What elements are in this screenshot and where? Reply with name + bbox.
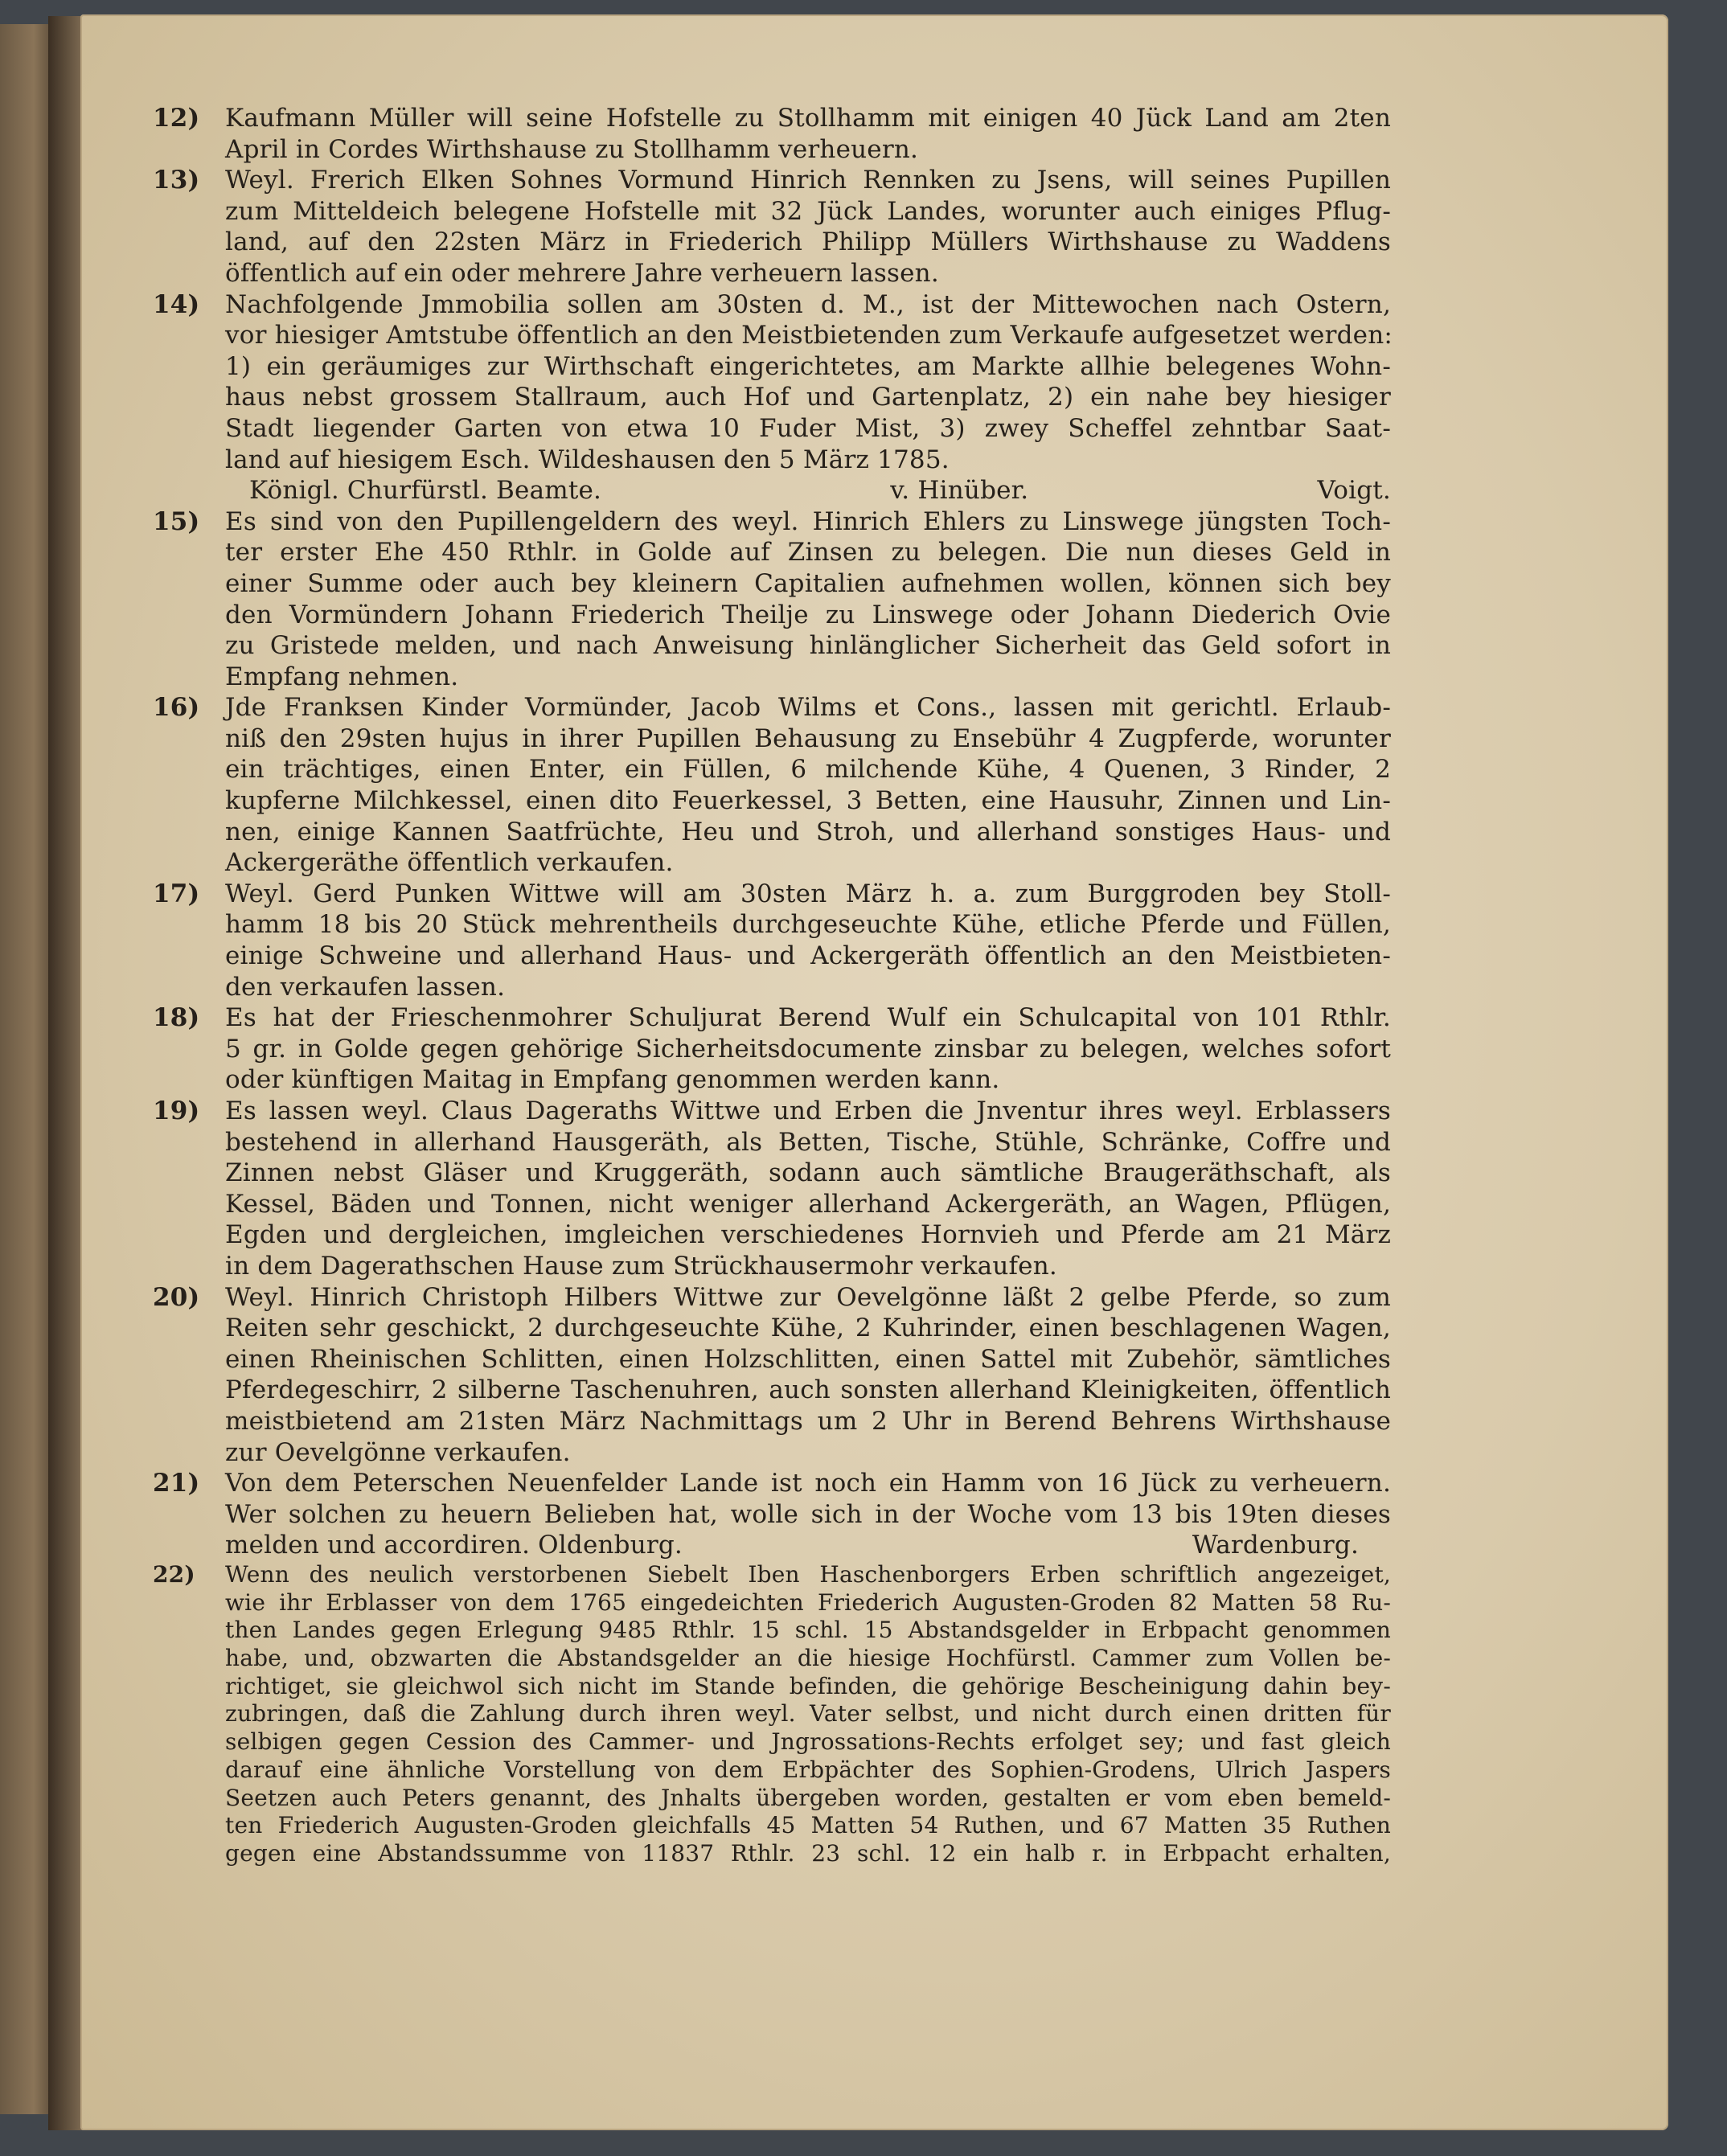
- notice-number: 16): [153, 693, 200, 723]
- text-line: Stadt liegender Garten von etwa 10 Fuder Mist, 3) zwey Scheffel zehntbar Saat-: [225, 413, 1391, 443]
- text-line: zubringen, daß die Zahlung durch ihren weyl. Vater selbst, und nicht durch einen dritten für: [225, 1700, 1391, 1728]
- text-line: öffentlich auf ein oder mehrere Jahre verheuern lassen.: [225, 258, 939, 288]
- text-line: ter erster Ehe 450 Rthlr. in Golde auf Zinsen zu belegen. Die nun dieses Geld in: [225, 538, 1391, 568]
- text-line: Weyl. Hinrich Christoph Hilbers Wittwe zur Oevelgönne läßt 2 gelbe Pferde, so zum: [225, 1282, 1391, 1312]
- notice-number: 22): [153, 1560, 195, 1588]
- notice-14: [153, 289, 1391, 506]
- notice-22: [153, 1561, 1391, 1868]
- signature-place: melden und accordiren. Oldenburg.: [225, 1531, 683, 1560]
- notice-19: [153, 1096, 1391, 1282]
- notice-15: [153, 506, 1391, 693]
- notice-20: [153, 1282, 1391, 1469]
- text-line: oder künftigen Maitag in Empfang genommen werden kann.: [225, 1065, 1000, 1095]
- text-line: niß den 29sten hujus in ihrer Pupillen Behausung zu Ensebühr 4 Zugpferde, worunter: [225, 723, 1391, 753]
- text-line: Wer solchen zu heuern Belieben hat, wolle sich in der Woche vom 13 bis 19ten dieses: [225, 1499, 1391, 1529]
- text-line: Egden und dergleichen, imgleichen verschiedenes Hornvieh und Pferde am 21 März: [225, 1220, 1391, 1250]
- text-line: zur Oevelgönne verkaufen.: [225, 1437, 571, 1467]
- text-line: nen, einige Kannen Saatfrüchte, Heu und Stroh, und allerhand sonstiges Haus- und: [225, 817, 1391, 846]
- text-line: bestehend in allerhand Hausgeräth, als Betten, Tische, Stühle, Schränke, Coffre und: [225, 1127, 1391, 1157]
- signature-line: [225, 1530, 1391, 1561]
- text-line: Pferdegeschirr, 2 silberne Taschenuhren, auch sonsten allerhand Kleinigkeiten, öffentlich: [225, 1375, 1391, 1405]
- text-line: meistbietend am 21sten März Nachmittags um 2 Uhr in Berend Behrens Wirthshause: [225, 1406, 1391, 1436]
- text-line: hamm 18 bis 20 Stück mehrentheils durchgeseuchte Kühe, etliche Pferde und Füllen,: [225, 910, 1391, 940]
- notice-number: 19): [153, 1096, 200, 1125]
- text-line: einer Summe oder auch bey kleinern Capitalien aufnehmen wollen, können sich bey: [225, 568, 1391, 598]
- notice-21: [153, 1468, 1391, 1561]
- text-line: wie ihr Erblasser von dem 1765 eingedeichten Friederich Augusten-Groden 82 Matten 58 Ru-: [225, 1588, 1391, 1616]
- notice-17: [153, 879, 1391, 1002]
- text-line: Weyl. Gerd Punken Wittwe will am 30sten März h. a. zum Burggroden bey Stoll-: [225, 879, 1391, 908]
- notice-number: 20): [153, 1282, 200, 1312]
- text-line: Wenn des neulich verstorbenen Siebelt Iben Haschenborgers Erben schriftlich angezeiget,: [225, 1560, 1391, 1588]
- text-line: ein trächtiges, einen Enter, ein Füllen, 6 milchende Kühe, 4 Quenen, 3 Rinder, 2: [225, 755, 1391, 785]
- text-line: Empfang nehmen.: [225, 662, 459, 691]
- notice-13: [153, 165, 1391, 289]
- text-line: Weyl. Frerich Elken Sohnes Vormund Hinrich Rennken zu Jsens, will seines Pupillen: [225, 166, 1391, 195]
- text-line: Reiten sehr geschickt, 2 durchgeseuchte Kühe, 2 Kuhrinder, einen beschlagenen Wagen,: [225, 1314, 1391, 1343]
- notice-16: [153, 692, 1391, 879]
- text-line: ten Friederich Augusten-Groden gleichfalls 45 Matten 54 Ruthen, und 67 Matten 35 Ruthen: [225, 1812, 1391, 1839]
- text-line: habe, und, obzwarten die Abstandsgelder an die hiesige Hochfürstl. Cammer zum Vollen be-: [225, 1645, 1391, 1672]
- text-line: zum Mitteldeich belegene Hofstelle mit 32 Jück Landes, worunter auch einiges Pflug-: [225, 196, 1391, 226]
- text-line: vor hiesiger Amtstube öffentlich an den Meistbietenden zum Verkaufe aufgesetzet werden:: [225, 321, 1393, 350]
- notice-number: 17): [153, 879, 200, 908]
- text-line: einige Schweine und allerhand Haus- und Ackergeräth öffentlich an den Meistbieten-: [225, 941, 1391, 971]
- notice-number: 14): [153, 289, 200, 319]
- text-line: den Vormündern Johann Friederich Theilje zu Linswege oder Johann Diederich Ovie: [225, 600, 1391, 629]
- text-line: richtiget, sie gleichwol sich nicht im Stande befinden, die gehörige Bescheinigung dahin bey-: [225, 1672, 1391, 1699]
- text-line: 5 gr. in Golde gegen gehörige Sicherheitsdocumente zinsbar zu belegen, welches sofort: [225, 1034, 1391, 1064]
- text-line: Kessel, Bäden und Tonnen, nicht weniger allerhand Ackergeräth, an Wagen, Pflügen,: [225, 1189, 1391, 1219]
- signature-line: [225, 475, 1391, 506]
- notice-number: 18): [153, 1003, 200, 1033]
- text-line: then Landes gegen Erlegung 9485 Rthlr. 15 schl. 15 Abstandsgelder in Erbpacht genommen: [225, 1617, 1391, 1644]
- page-text: [153, 103, 1391, 1868]
- text-line: Es sind von den Pupillengeldern des weyl. Hinrich Ehlers zu Linswege jüngsten Toch-: [225, 506, 1391, 536]
- text-line: Ackergeräthe öffentlich verkaufen.: [225, 848, 674, 878]
- text-line: zu Gristede melden, und nach Anweisung hinlänglicher Sicherheit das Geld sofort in: [225, 631, 1391, 661]
- signature-name-2: Voigt.: [1317, 476, 1391, 506]
- notice-number: 13): [153, 166, 200, 195]
- notice-number: 21): [153, 1469, 200, 1498]
- text-line: Kaufmann Müller will seine Hofstelle zu Stollhamm mit einigen 40 Jück Land am 2ten: [225, 104, 1391, 133]
- text-line: Von dem Peterschen Neuenfelder Lande ist noch ein Hamm von 16 Jück zu verheuern.: [225, 1469, 1391, 1498]
- notice-12: [153, 103, 1391, 165]
- text-line: selbigen gegen Cession des Cammer- und Jngrossations-Rechts erfolget sey; und fast gleich: [225, 1728, 1391, 1756]
- text-line: land auf hiesigem Esch. Wildeshausen den 5 März 1785.: [225, 445, 950, 474]
- text-line: in dem Dagerathschen Hause zum Strückhausermohr verkaufen.: [225, 1251, 1057, 1281]
- text-line: Zinnen nebst Gläser und Kruggeräth, sodann auch sämtliche Braugeräthschaft, als: [225, 1158, 1391, 1188]
- notice-18: [153, 1002, 1391, 1096]
- text-line: kupferne Milchkessel, einen dito Feuerkessel, 3 Betten, eine Hausuhr, Zinnen und Lin-: [225, 786, 1391, 816]
- text-line: April in Cordes Wirthshause zu Stollhamm verheuern.: [225, 134, 919, 164]
- signature-name: Wardenburg.: [1192, 1531, 1359, 1560]
- text-line: 1) ein geräumiges zur Wirthschaft eingerichtetes, am Markte allhie belegenes Wohn-: [225, 351, 1391, 381]
- text-line: Es hat der Frieschenmohrer Schuljurat Berend Wulf ein Schulcapital von 101 Rthlr.: [225, 1003, 1391, 1033]
- notice-number: 12): [153, 104, 200, 133]
- text-line: land, auf den 22sten März in Friederich Philipp Müllers Wirthshause zu Waddens: [225, 227, 1391, 257]
- text-line: Jde Franksen Kinder Vormünder, Jacob Wilms et Cons., lassen mit gerichtl. Erlaub-: [225, 693, 1391, 723]
- text-line: Nachfolgende Jmmobilia sollen am 30sten d. M., ist der Mittewochen nach Ostern,: [225, 289, 1391, 319]
- text-line: darauf eine ähnliche Vorstellung von dem Erbpächter des Sophien-Grodens, Ulrich Jaspers: [225, 1756, 1391, 1783]
- text-line: Seetzen auch Peters genannt, des Jnhalts übergeben worden, gestalten er vom eben bemeld-: [225, 1784, 1391, 1811]
- text-line: den verkaufen lassen.: [225, 972, 506, 1002]
- signature-office: Königl. Churfürstl. Beamte.: [249, 476, 602, 506]
- text-line: Es lassen weyl. Claus Dageraths Wittwe und Erben die Jnventur ihres weyl. Erblassers: [225, 1096, 1391, 1125]
- text-line: haus nebst grossem Stallraum, auch Hof und Gartenplatz, 2) ein nahe bey hiesiger: [225, 383, 1391, 412]
- signature-name-1: v. Hinüber.: [890, 476, 1029, 506]
- text-line: einen Rheinischen Schlitten, einen Holzschlitten, einen Sattel mit Zubehör, sämtliches: [225, 1344, 1391, 1374]
- text-line: gegen eine Abstandssumme von 11837 Rthlr. 23 schl. 12 ein halb r. in Erbpacht erhalten,: [225, 1839, 1391, 1867]
- notice-number: 15): [153, 506, 200, 536]
